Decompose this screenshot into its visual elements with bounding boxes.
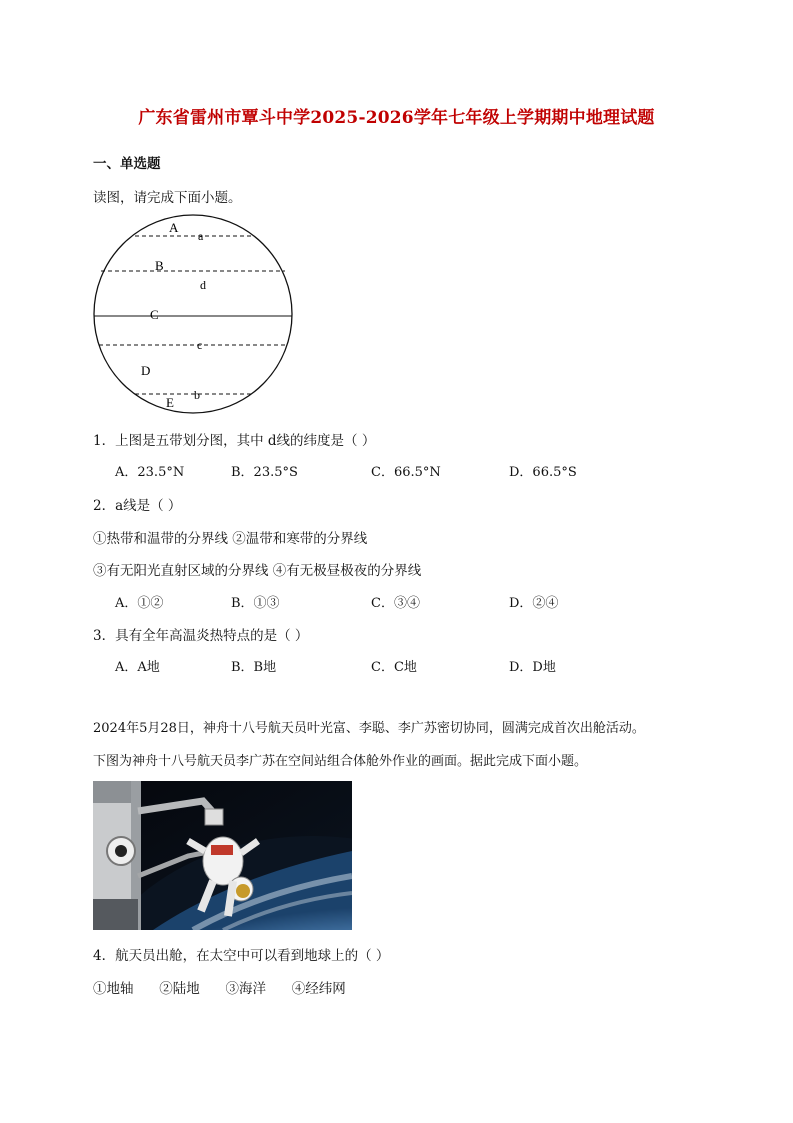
- astronaut-photo: [93, 781, 352, 930]
- q2-option-a: A．①②: [115, 596, 164, 611]
- q1-option-c: C．66.5°N: [371, 465, 441, 480]
- section-heading: 一、单选题: [93, 156, 161, 172]
- material-line-2: 下图为神舟十八号航天员李广苏在空间站组合体舱外作业的画面。据此完成下面小题。: [93, 754, 588, 769]
- question-3-stem: 3．具有全年高温炎热特点的是（ ）: [93, 628, 309, 644]
- label-A: A: [169, 220, 179, 235]
- label-a: a: [198, 229, 204, 243]
- label-C: C: [150, 307, 159, 322]
- label-b: b: [194, 388, 200, 402]
- question-4-stem: 4．航天员出舱，在太空中可以看到地球上的（ ）: [93, 948, 390, 964]
- q1-option-b: B．23.5°S: [231, 465, 298, 480]
- question-1-stem: 1．上图是五带划分图，其中 d线的纬度是（ ）: [93, 433, 376, 449]
- q1-option-d: D．66.5°S: [509, 465, 577, 480]
- astronaut-illustration: [93, 781, 352, 930]
- five-zones-svg: [93, 214, 293, 414]
- label-d: d: [200, 278, 206, 292]
- label-E: E: [166, 395, 174, 410]
- q2-statement-line-1: ①热带和温带的分界线 ②温带和寒带的分界线: [93, 531, 368, 547]
- label-B: B: [155, 258, 164, 273]
- q2-option-c: C．③④: [371, 596, 420, 611]
- q3-option-c: C．C地: [371, 660, 417, 675]
- q1-option-a: A．23.5°N: [115, 465, 185, 480]
- question-2-stem: 2．a线是（ ）: [93, 498, 182, 514]
- q3-option-d: D．D地: [509, 660, 556, 675]
- label-D: D: [141, 363, 151, 378]
- material-line-1: 2024年5月28日，神舟十八号航天员叶光富、李聪、李广苏密切协同，圆满完成首次出舱活动。: [93, 721, 645, 736]
- page-title: 广东省雷州市覃斗中学2025-2026学年七年级上学期期中地理试题: [138, 108, 655, 128]
- label-c: c: [197, 338, 203, 352]
- q4-items: ①地轴 ②陆地 ③海洋 ④经纬网: [93, 981, 346, 997]
- q2-option-d: D．②④: [509, 596, 559, 611]
- q2-statement-line-2: ③有无阳光直射区域的分界线 ④有无极昼极夜的分界线: [93, 563, 422, 579]
- intro-text: 读图，请完成下面小题。: [93, 190, 242, 206]
- globe-outline: [94, 215, 292, 413]
- q3-option-a: A．A地: [115, 660, 160, 675]
- q3-option-b: B．B地: [231, 660, 277, 675]
- q2-option-b: B．①③: [231, 596, 280, 611]
- five-zones-diagram: [93, 214, 293, 418]
